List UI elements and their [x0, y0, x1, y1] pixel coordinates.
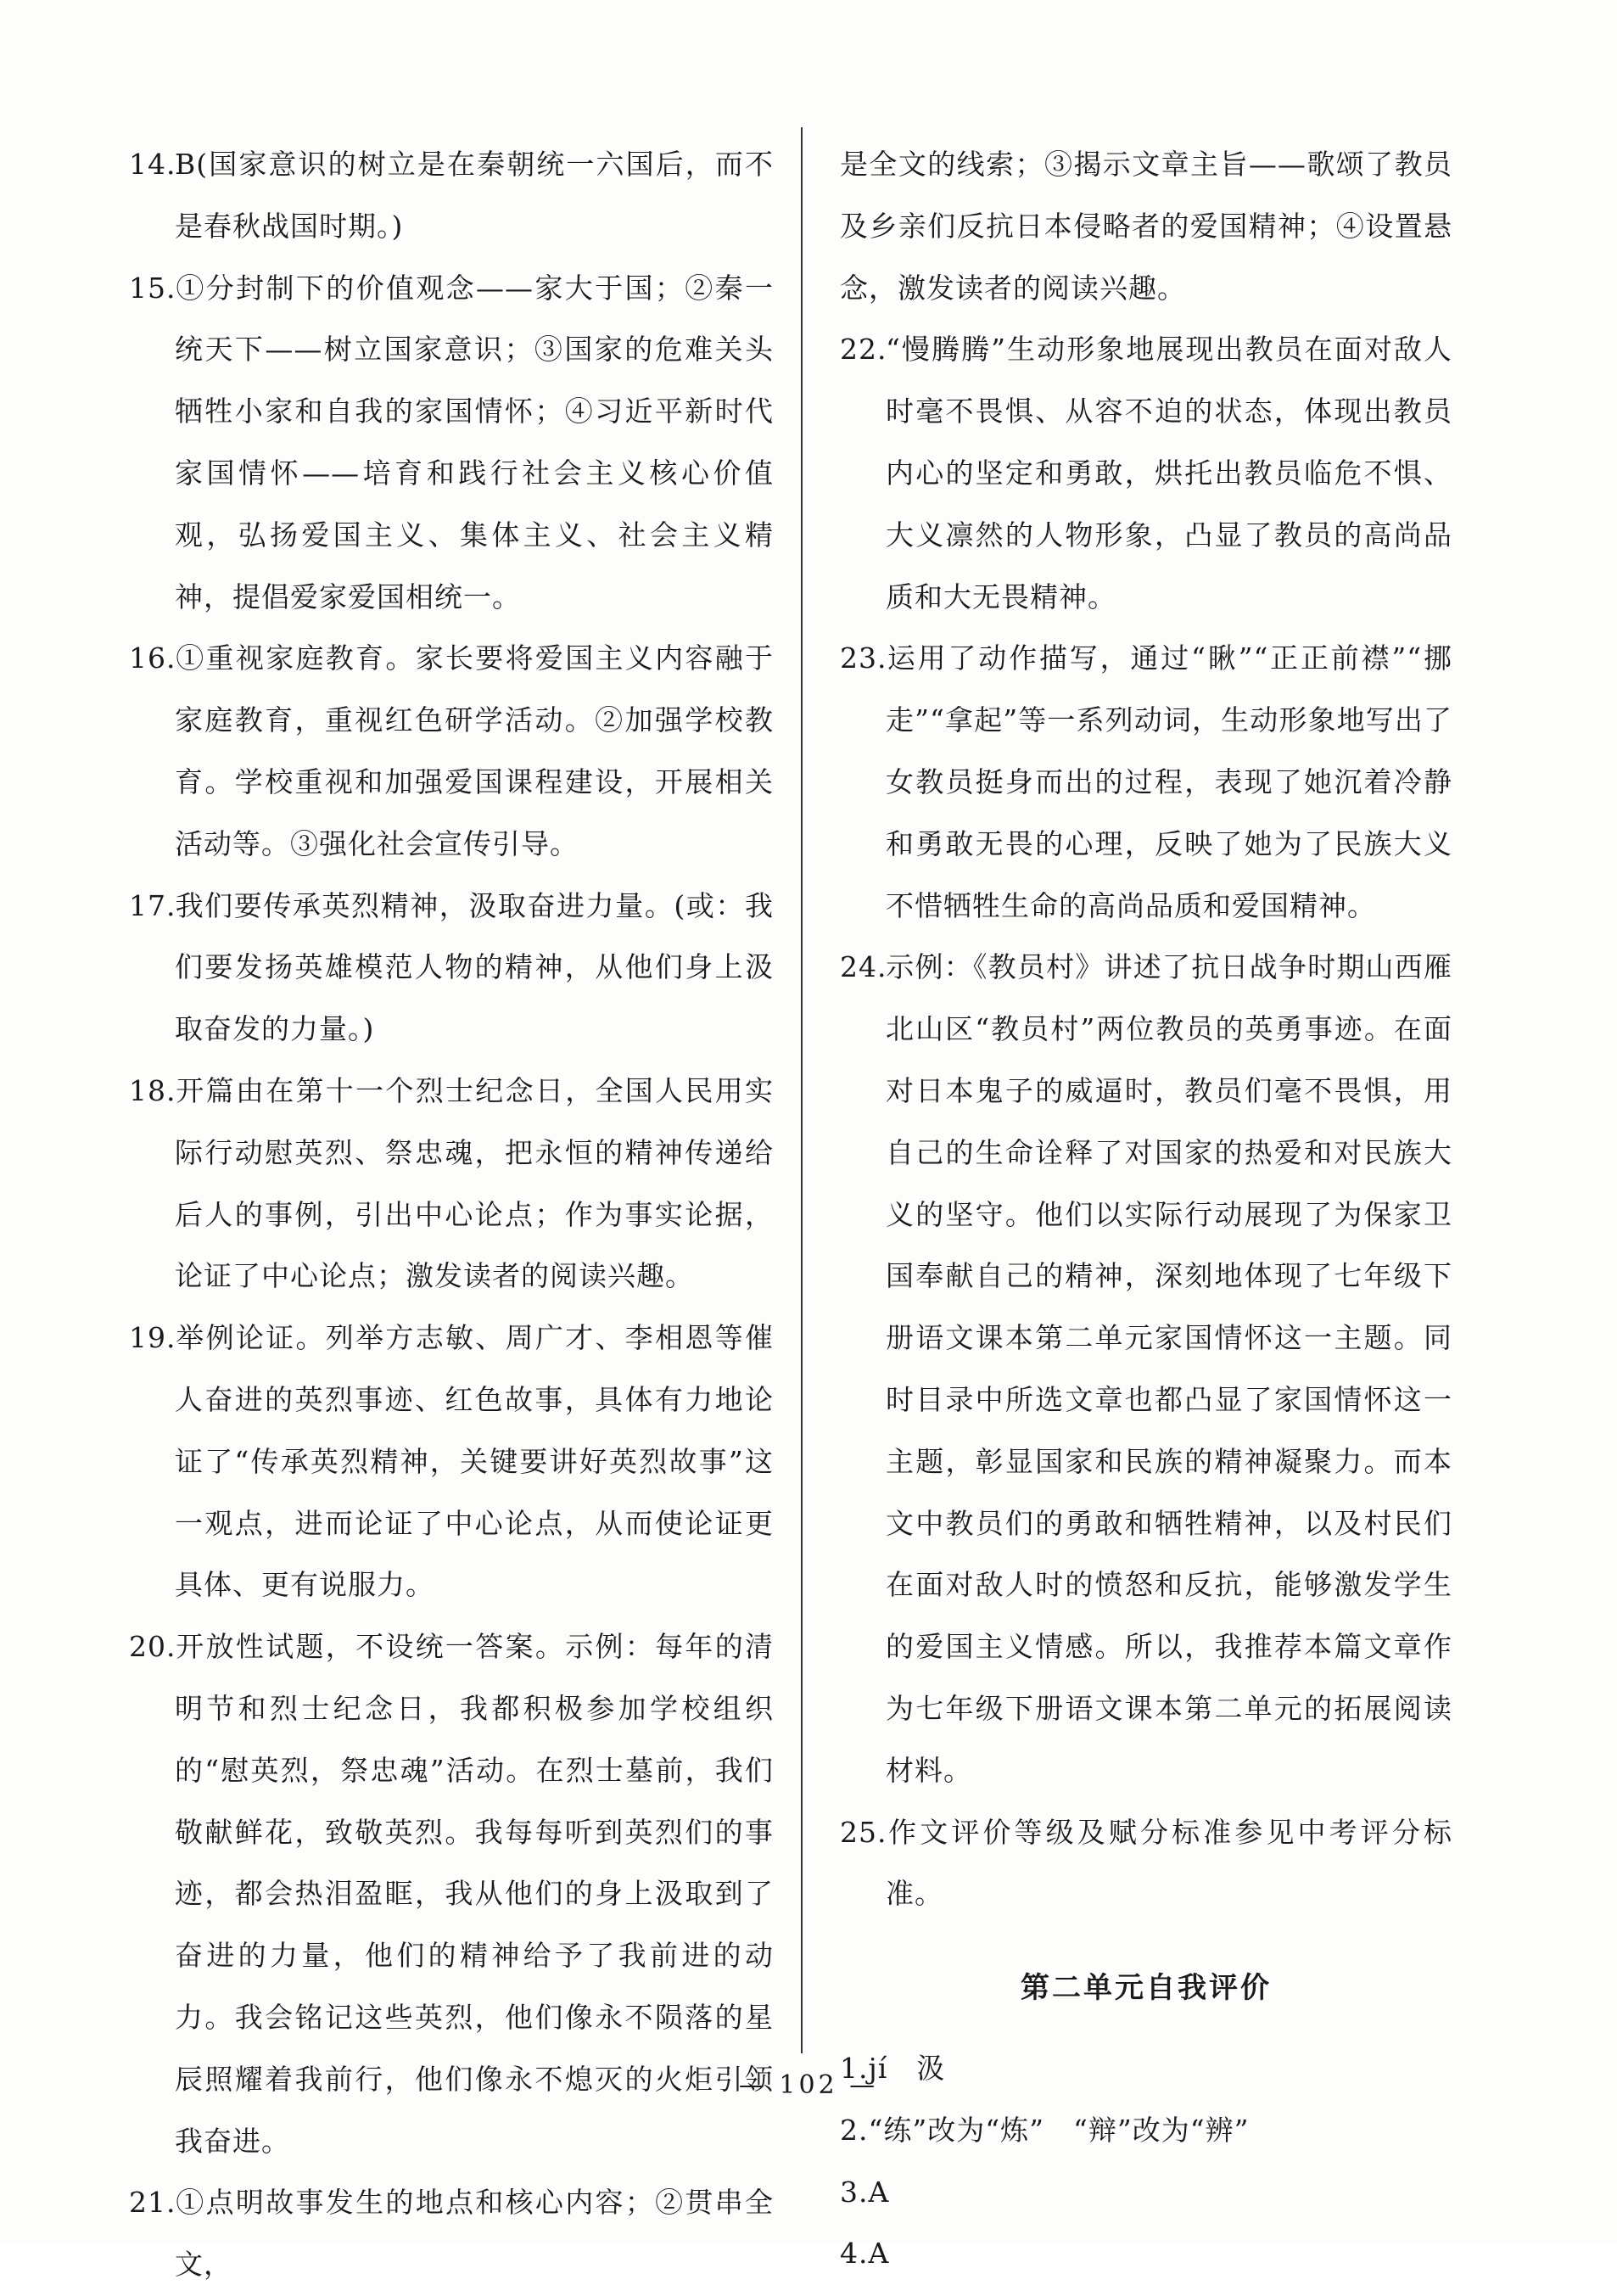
answer-item-24 — [840, 937, 1452, 1801]
item-text: ①分封制下的价值观念——家大于国；②秦一统天下——树立国家意识；③国家的危难关头牺牲小家和自我的家国情怀；④习近平新时代家国情怀——培育和践行社会主义核心价值观，弘扬爱国主义、集体主义、社会主义精神，提倡爱家爱国相统一。 — [175, 271, 774, 613]
item-number: 16. — [129, 641, 176, 675]
item-number: 22. — [840, 333, 887, 367]
item-text: ①重视家庭教育。家长要将爱国主义内容融于家庭教育，重视红色研学活动。②加强学校教育。学校重视和加强爱国课程建设，开展相关活动等。③强化社会宣传引导。 — [175, 641, 774, 860]
answer-item-16 — [129, 628, 774, 875]
item-text: “慢腾腾”生动形象地展现出教员在面对敌人时毫不畏惧、从容不迫的状态，体现出教员内心的坚定和勇敢，烘托出教员临危不惧、大义凛然的人物形象，凸显了教员的高尚品质和大无畏精神。 — [886, 333, 1452, 613]
item-text: 开放性试题，不设统一答案。示例：每年的清明节和烈士纪念日，我都积极参加学校组织的“慰英烈，祭忠魂”活动。在烈士墓前，我们敬献鲜花，致敬英烈。我每每听到英烈们的事迹，都会热泪盈眶，我从他们的身上汲取到了奋进的力量，他们的精神给予了我前进的动力。我会铭记这些英烈，他们像永不陨落的星辰照耀着我前行，他们像永不熄灭的火炬引领我奋进。 — [175, 1630, 774, 2158]
item-number: 14. — [129, 148, 176, 181]
left-column — [129, 134, 774, 2296]
item-text: ①点明故事发生的地点和核心内容；②贯串全文， — [175, 2186, 774, 2282]
column-divider — [801, 127, 803, 2053]
section-title: 第二单元自我评价 — [1021, 1971, 1272, 2006]
answer-item-17 — [129, 876, 774, 1061]
answer-item-25 — [840, 1802, 1452, 1926]
self-eval-answer-3: 3.A — [840, 2175, 890, 2209]
item-number: 17. — [129, 888, 176, 922]
item-text: 作文评价等级及赋分标准参见中考评分标准。 — [886, 1815, 1452, 1911]
item-text: 举例论证。列举方志敏、周广才、李相恩等催人奋进的英烈事迹、红色故事，具体有力地论证了“传承英烈精神，关键要讲好英烈故事”这一观点，进而论证了中心论点，从而使论证更具体、更有说服力。 — [175, 1321, 774, 1602]
item-text: B(国家意识的树立是在秦朝统一六国后，而不是春秋战国时期。) — [175, 148, 774, 243]
item-number: 19. — [129, 1321, 176, 1355]
item-text: 运用了动作描写，通过“瞅”“正正前襟”“挪走”“拿起”等一系列动词，生动形象地写出了女教员挺身而出的过程，表现了她沉着冷静和勇敢无畏的心理，反映了她为了民族大义不惜牺牲生命的高尚品质和爱国精神。 — [886, 641, 1452, 922]
item-number: 23. — [840, 641, 887, 675]
item-number: 20. — [129, 1630, 176, 1664]
item-number: 25. — [840, 1815, 887, 1849]
right-column — [840, 134, 1452, 2285]
answer-item-18 — [129, 1061, 774, 1308]
self-eval-answer-1: 1.jí 汲 — [840, 2051, 946, 2085]
answer-item-21-continuation: 是全文的线索；③揭示文章主旨——歌颂了教员及乡亲们反抗日本侵略者的爱国精神；④设置悬念，激发读者的阅读兴趣。 — [840, 148, 1452, 305]
answer-item-14 — [129, 134, 774, 258]
self-eval-answer-2: 2.“练”改为“炼” “辩”改为“辨” — [840, 2113, 1250, 2147]
item-number: 21. — [129, 2186, 176, 2220]
item-text: 示例：《教员村》讲述了抗日战争时期山西雁北山区“教员村”两位教员的英勇事迹。在面对日本鬼子的威逼时，教员们毫不畏惧，用自己的生命诠释了对国家的热爱和对民族大义的坚守。他们以实际行动展现了为保家卫国奉献自己的精神，深刻地体现了七年级下册语文课本第二单元家国情怀这一主题。同时目录中所选文章也都凸显了家国情怀这一主题，彰显国家和民族的精神凝聚力。而本文中教员们的勇敢和牺牲精神，以及村民们在面对敌人时的愤怒和反抗，能够激发学生的爱国主义情感。所以，我推荐本篇文章作为七年级下册语文课本第二单元的拓展阅读材料。 — [886, 950, 1452, 1787]
item-text: 开篇由在第十一个烈士纪念日，全国人民用实际行动慰英烈、祭忠魂，把永恒的精神传递给后人的事例，引出中心论点；作为事实论据，论证了中心论点；激发读者的阅读兴趣。 — [175, 1073, 774, 1293]
self-eval-answer-4: 4.A — [840, 2237, 890, 2271]
item-number: 24. — [840, 950, 887, 984]
answer-item-19 — [129, 1308, 774, 1616]
page-number: — 102 — — [738, 2070, 879, 2100]
item-number: 18. — [129, 1073, 176, 1107]
item-number: 15. — [129, 271, 176, 305]
answer-item-15 — [129, 258, 774, 629]
item-text: 我们要传承英烈精神，汲取奋进力量。(或：我们要发扬英雄模范人物的精神，从他们身上汲取奋发的力量。) — [175, 888, 774, 1046]
answer-item-23 — [840, 628, 1452, 937]
answer-item-22 — [840, 319, 1452, 628]
answer-item-21 — [129, 2172, 774, 2296]
